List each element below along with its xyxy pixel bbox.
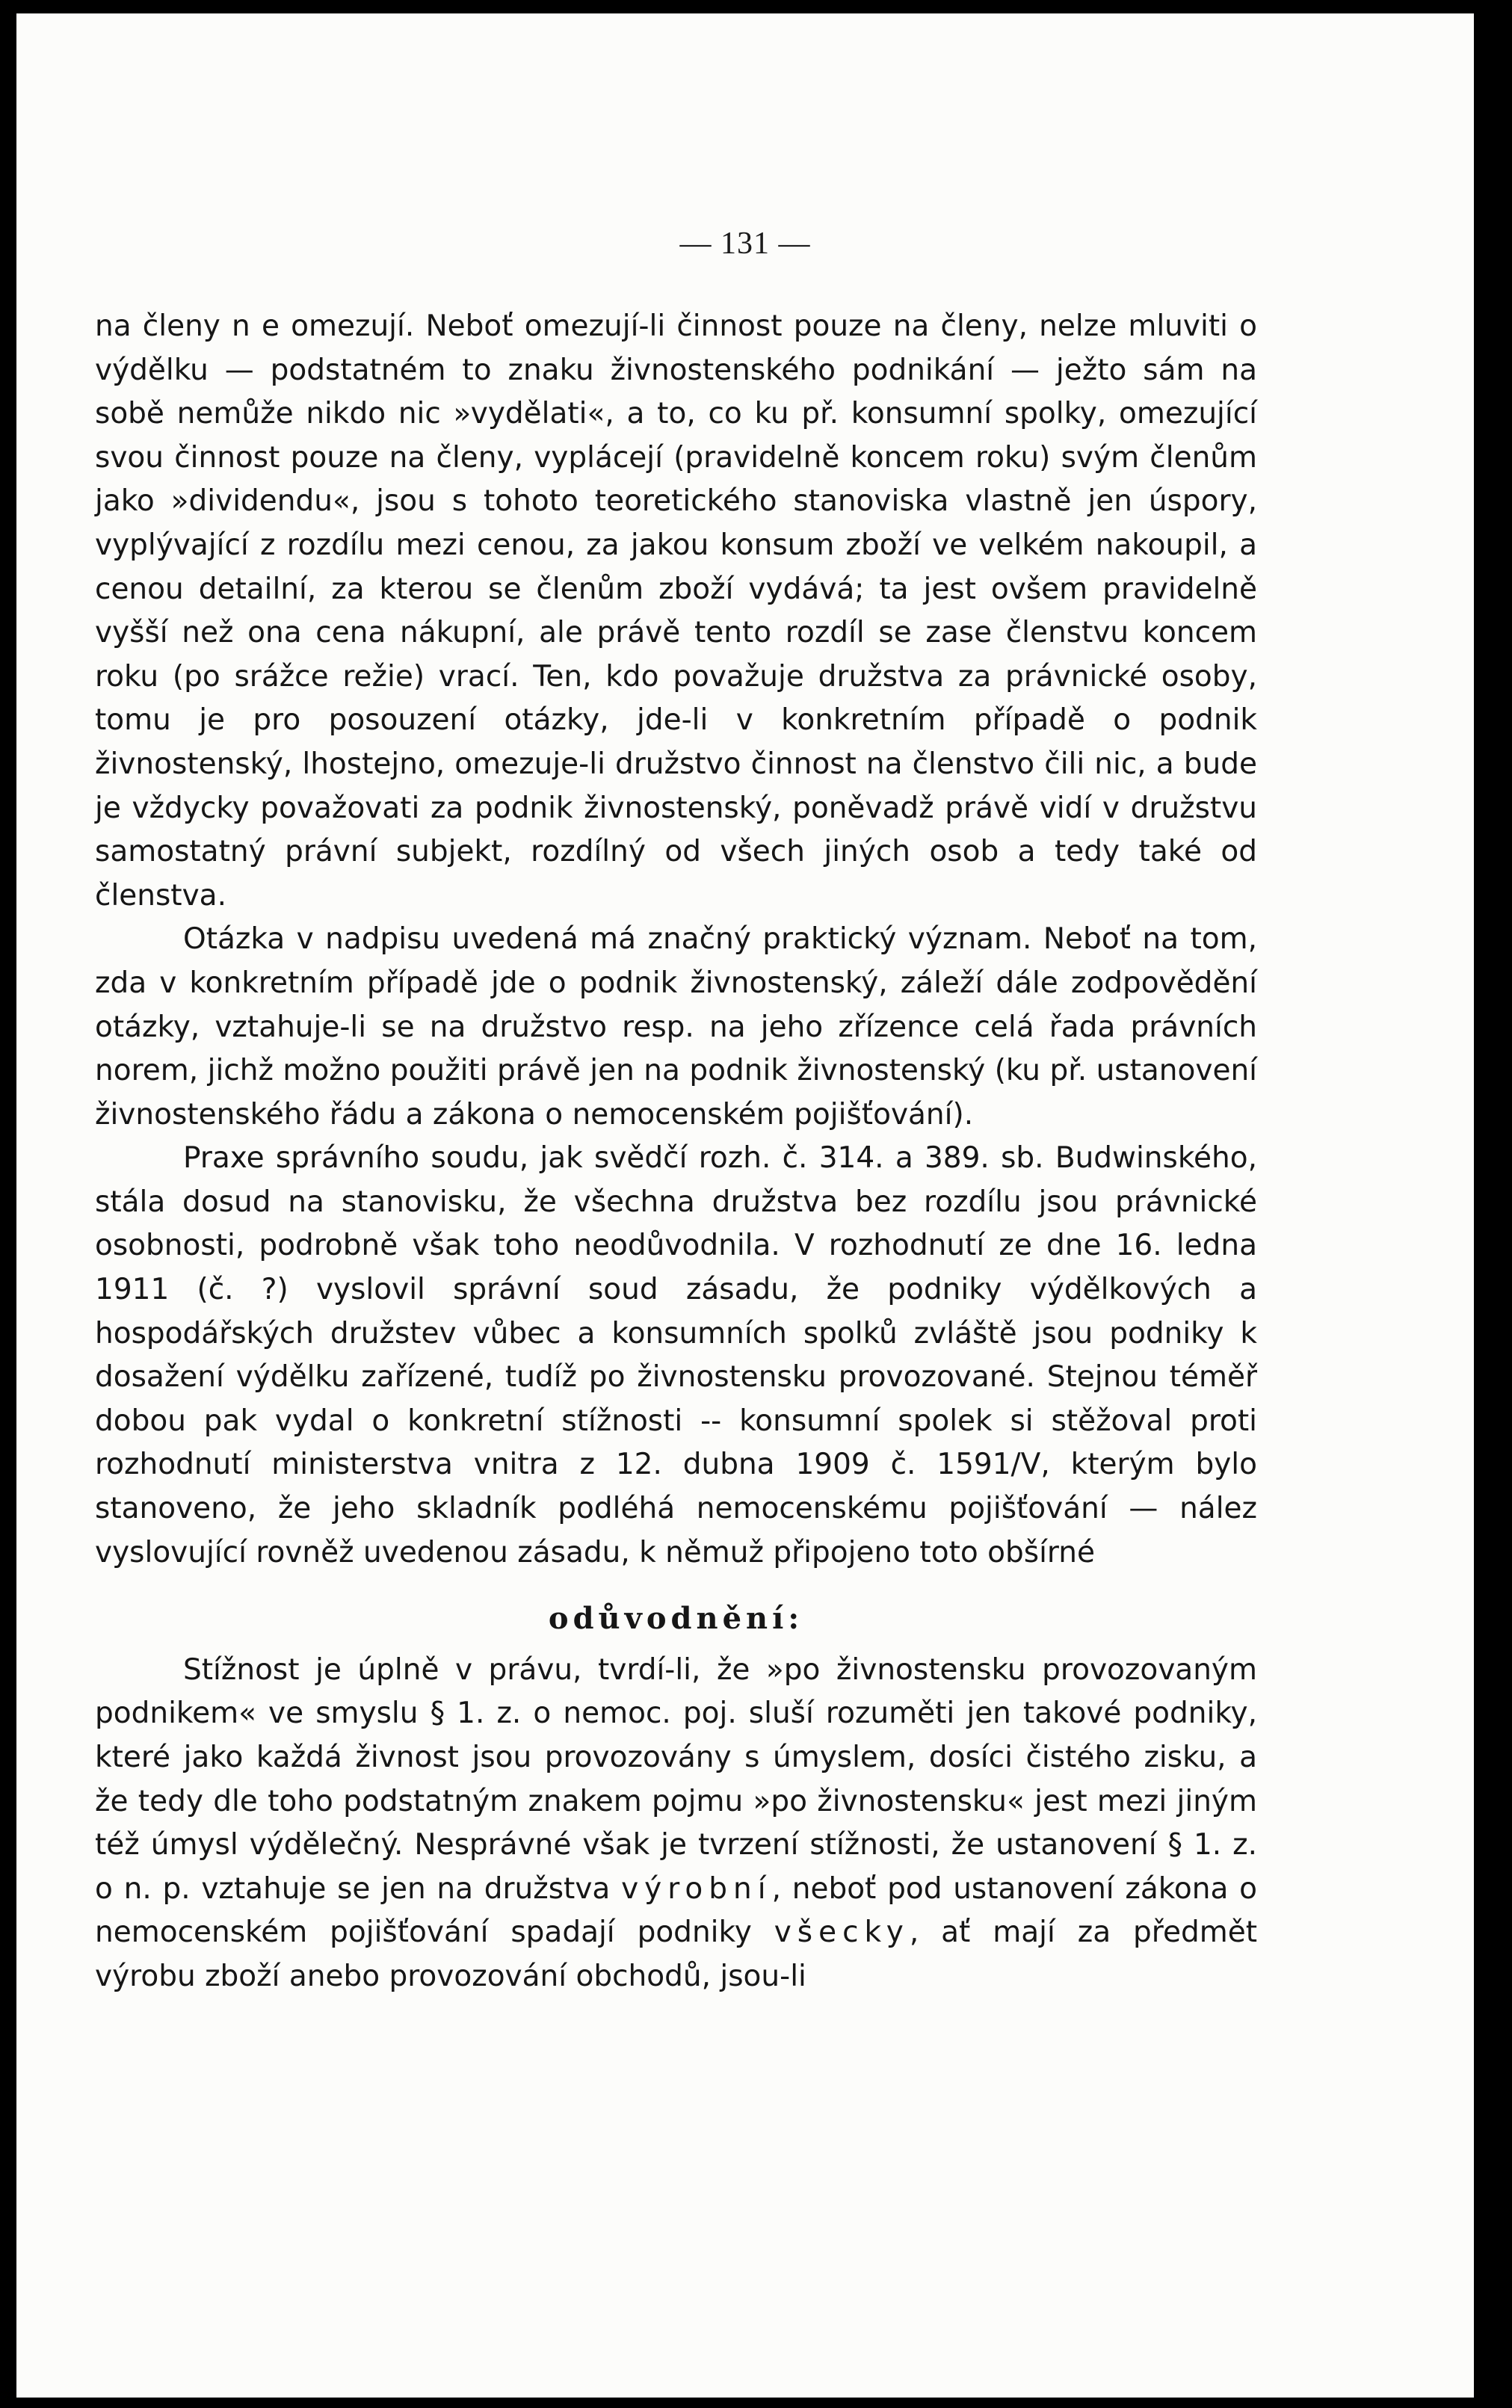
paragraph-3: Praxe správního soudu, jak svědčí rozh. č. 314. a 389. sb. Budwinského, stála dosud na stanovisku, že všechna družstva bez rozdílu jsou právnické osobnosti, podrobně však toho neodůvodnila. V rozhodnutí ze dne 16. ledna 1911 (č. ?) vyslovil správní soud zásadu, že podniky výdělkových a hospodářských družstev vůbec a konsumních spolků zvláště jsou podniky k dosažení výdělku zařízené, tudíž po živnostensku provozované. Stejnou téměř dobou pak vydal o konkretní stížnosti -- konsumní spolek si stěžoval proti rozhodnutí ministerstva vnitra z 12. dubna 1909 č. 1591/V, kterým bylo stanoveno, že jeho skladník podléhá nemocenskému pojišťování — nález vyslovující rovněž uvedenou zásadu, k němuž připojeno toto obšírné — [95, 1141, 1257, 1569]
page-body — [95, 305, 1257, 1999]
paragraph-4 — [95, 1649, 1257, 1999]
paragraph-4-part-2: , neboť pod ustanovení zákona o nemocenském pojišťování spadají podniky — [95, 1871, 1257, 1950]
paragraph-4-part-1: Stížnost je úplně v právu, tvrdí-li, že »po živnostensku provozovaným podnikem« ve smyslu § 1. z. o nemoc. poj. sluší rozuměti jen takové podniky, které jako každá živnost jsou provozovány s úmyslem, dosíci čistého zisku, a že tedy dle toho podstatným znakem pojmu »po živnostensku« jest mezi jiným též úmysl výdělečný. Nesprávné však je tvrzení stížnosti, že ustanovení § 1. z. o n. p. vztahuje se jen na družstva — [95, 1652, 1257, 1906]
section-heading: odůvodnění: — [548, 1601, 804, 1637]
paragraph-4-part-3: , ať mají za předmět výrobu zboží anebo provozování obchodů, jsou-li — [95, 1915, 1257, 1993]
book-page — [16, 13, 1474, 2398]
emphasis-vyrobni: výrobní — [621, 1871, 772, 1906]
paragraph-1: na členy n e omezují. Neboť omezují-li činnost pouze na členy, nelze mluviti o výdělku — podstatném to znaku živnostenského podnikání — ježto sám na sobě nemůže nikdo nic »vydělati«, a to, co ku př. konsumní spolky, omezující svou činnost pouze na členy, vyplácejí (pravidelně koncem roku) svým členům jako »dividendu«, jsou s tohoto teoretického stanoviska vlastně jen úspory, vyplývající z rozdílu mezi cenou, za jakou konsum zboží ve velkém nakoupil, a cenou detailní, za kterou se členům zboží vydává; ta jest ovšem pravidelně vyšší než ona cena nákupní, ale právě tento rozdíl se zase členstvu koncem roku (po srážce režie) vrací. Ten, kdo považuje družstva za právnické osoby, tomu je pro posouzení otázky, jde-li v konkretním případě o podnik živnostenský, lhostejno, omezuje-li družstvo činnost na členstvo čili nic, a bude je vždycky považovati za podnik živnostenský, poněvadž právě vidí v družstvu samostatný právní subjekt, rozdílný od všech jiných osob a tedy také od členstva. — [95, 309, 1257, 913]
paragraph-2: Otázka v nadpisu uvedená má značný praktický význam. Neboť na tom, zda v konkretním případě jde o podnik živnostenský, záleží dále zodpovědění otázky, vztahuje-li se na družstvo resp. na jeho zřízence celá řada právních norem, jichž možno použiti právě jen na podnik živnostenský (ku př. ustanovení živnostenského řádu a zákona o nemocenském pojišťování). — [95, 922, 1257, 1132]
emphasis-vsecky: všecky — [774, 1915, 910, 1950]
page-number: — 131 — — [679, 226, 811, 261]
